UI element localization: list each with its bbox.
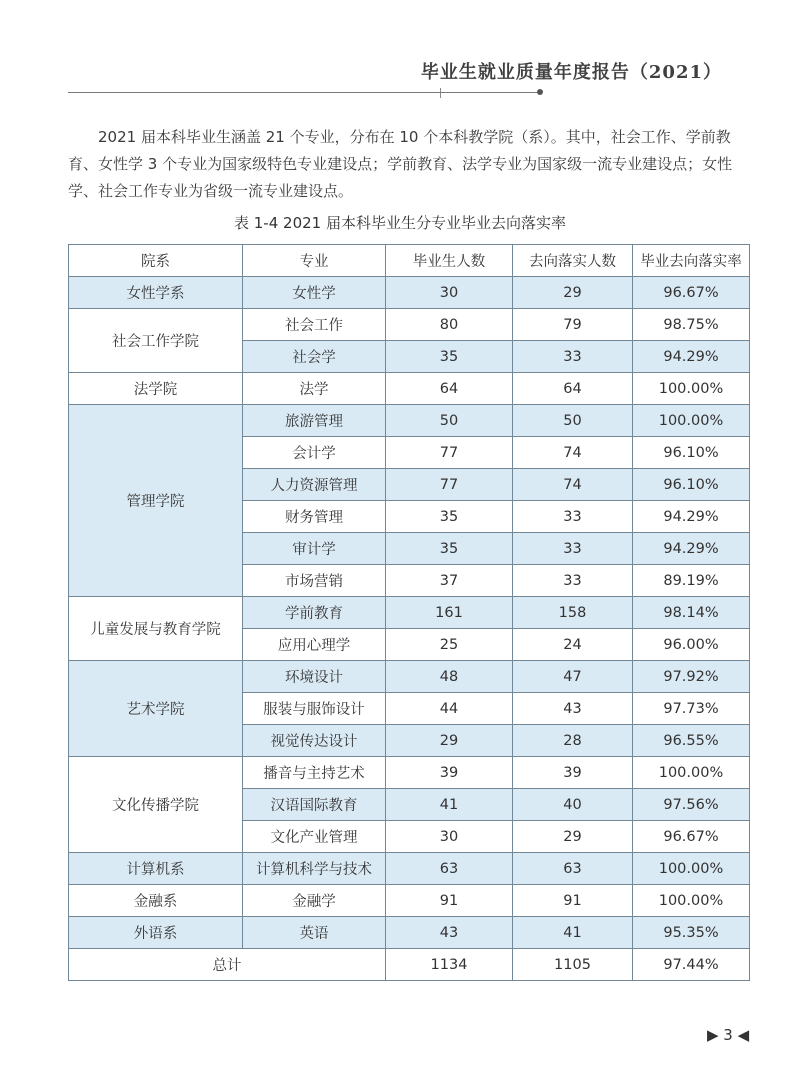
rate-cell: 96.55% xyxy=(633,725,750,757)
rate-cell: 100.00% xyxy=(633,853,750,885)
table-row xyxy=(69,597,750,629)
placed-cell: 29 xyxy=(513,821,633,853)
college-cell: 社会工作学院 xyxy=(69,309,243,373)
college-cell: 艺术学院 xyxy=(69,661,243,757)
placed-cell: 41 xyxy=(513,917,633,949)
placed-cell: 29 xyxy=(513,277,633,309)
total-placed: 1105 xyxy=(513,949,633,981)
major-cell: 环境设计 xyxy=(243,661,386,693)
major-cell: 文化产业管理 xyxy=(243,821,386,853)
graduates-cell: 29 xyxy=(386,725,513,757)
major-cell: 财务管理 xyxy=(243,501,386,533)
graduates-cell: 77 xyxy=(386,437,513,469)
rate-cell: 97.92% xyxy=(633,661,750,693)
college-cell: 儿童发展与教育学院 xyxy=(69,597,243,661)
college-cell: 女性学系 xyxy=(69,277,243,309)
graduates-cell: 35 xyxy=(386,501,513,533)
placed-cell: 79 xyxy=(513,309,633,341)
major-cell: 社会学 xyxy=(243,341,386,373)
graduates-cell: 30 xyxy=(386,277,513,309)
rate-cell: 100.00% xyxy=(633,757,750,789)
page-number: ▶ 3 ◀ xyxy=(707,1026,750,1044)
major-cell: 英语 xyxy=(243,917,386,949)
rate-cell: 98.75% xyxy=(633,309,750,341)
rate-cell: 100.00% xyxy=(633,373,750,405)
graduates-cell: 30 xyxy=(386,821,513,853)
header-pipe xyxy=(440,88,441,98)
graduates-cell: 44 xyxy=(386,693,513,725)
college-cell: 金融系 xyxy=(69,885,243,917)
table-header-row xyxy=(69,245,750,277)
table-row xyxy=(69,661,750,693)
placed-cell: 28 xyxy=(513,725,633,757)
placed-cell: 40 xyxy=(513,789,633,821)
major-cell: 播音与主持艺术 xyxy=(243,757,386,789)
table-row xyxy=(69,853,750,885)
placed-cell: 74 xyxy=(513,469,633,501)
header-graduates: 毕业生人数 xyxy=(386,245,513,277)
major-cell: 学前教育 xyxy=(243,597,386,629)
graduates-cell: 35 xyxy=(386,533,513,565)
major-cell: 人力资源管理 xyxy=(243,469,386,501)
graduates-cell: 25 xyxy=(386,629,513,661)
placement-rate-table xyxy=(68,244,750,981)
placed-cell: 33 xyxy=(513,565,633,597)
major-cell: 应用心理学 xyxy=(243,629,386,661)
graduates-cell: 161 xyxy=(386,597,513,629)
major-cell: 女性学 xyxy=(243,277,386,309)
major-cell: 视觉传达设计 xyxy=(243,725,386,757)
rate-cell: 95.35% xyxy=(633,917,750,949)
major-cell: 审计学 xyxy=(243,533,386,565)
placed-cell: 24 xyxy=(513,629,633,661)
table-caption: 表 1-4 2021 届本科毕业生分专业毕业去向落实率 xyxy=(234,214,566,232)
rate-cell: 97.56% xyxy=(633,789,750,821)
placed-cell: 74 xyxy=(513,437,633,469)
major-cell: 市场营销 xyxy=(243,565,386,597)
placed-cell: 158 xyxy=(513,597,633,629)
graduates-cell: 35 xyxy=(386,341,513,373)
table-row xyxy=(69,277,750,309)
placed-cell: 47 xyxy=(513,661,633,693)
header-major: 专业 xyxy=(243,245,386,277)
graduates-cell: 37 xyxy=(386,565,513,597)
rate-cell: 94.29% xyxy=(633,533,750,565)
major-cell: 法学 xyxy=(243,373,386,405)
rate-cell: 96.10% xyxy=(633,469,750,501)
rate-cell: 96.67% xyxy=(633,821,750,853)
graduates-cell: 63 xyxy=(386,853,513,885)
graduates-cell: 48 xyxy=(386,661,513,693)
intro-paragraph: 2021 届本科毕业生涵盖 21 个专业，分布在 10 个本科教学院（系）。其中，社会工作、学前教育、女性学 3 个专业为国家级特色专业建设点；学前教育、法学专业为国家级一流专业建设点；女性学、社会工作专业为省级一流专业建设点。 xyxy=(68,128,733,200)
placed-cell: 63 xyxy=(513,853,633,885)
major-cell: 会计学 xyxy=(243,437,386,469)
table-row xyxy=(69,405,750,437)
rate-cell: 98.14% xyxy=(633,597,750,629)
rate-cell: 96.00% xyxy=(633,629,750,661)
graduates-cell: 77 xyxy=(386,469,513,501)
placed-cell: 91 xyxy=(513,885,633,917)
rate-cell: 94.29% xyxy=(633,341,750,373)
graduates-cell: 80 xyxy=(386,309,513,341)
graduates-cell: 43 xyxy=(386,917,513,949)
placed-cell: 33 xyxy=(513,341,633,373)
header-rate: 毕业去向落实率 xyxy=(633,245,750,277)
graduates-cell: 91 xyxy=(386,885,513,917)
college-cell: 管理学院 xyxy=(69,405,243,597)
total-label: 总计 xyxy=(69,949,386,981)
graduates-cell: 41 xyxy=(386,789,513,821)
graduates-cell: 64 xyxy=(386,373,513,405)
placed-cell: 43 xyxy=(513,693,633,725)
rate-cell: 96.67% xyxy=(633,277,750,309)
placed-cell: 50 xyxy=(513,405,633,437)
table-row xyxy=(69,917,750,949)
graduates-cell: 50 xyxy=(386,405,513,437)
header-rule xyxy=(68,92,540,93)
rate-cell: 97.73% xyxy=(633,693,750,725)
college-cell: 外语系 xyxy=(69,917,243,949)
major-cell: 服装与服饰设计 xyxy=(243,693,386,725)
placed-cell: 39 xyxy=(513,757,633,789)
graduates-cell: 39 xyxy=(386,757,513,789)
total-row xyxy=(69,949,750,981)
rate-cell: 100.00% xyxy=(633,405,750,437)
placed-cell: 33 xyxy=(513,533,633,565)
rate-cell: 89.19% xyxy=(633,565,750,597)
total-graduates: 1134 xyxy=(386,949,513,981)
college-cell: 文化传播学院 xyxy=(69,757,243,853)
placed-cell: 64 xyxy=(513,373,633,405)
header-rule-dot xyxy=(537,89,543,95)
college-cell: 计算机系 xyxy=(69,853,243,885)
major-cell: 社会工作 xyxy=(243,309,386,341)
major-cell: 汉语国际教育 xyxy=(243,789,386,821)
table-row xyxy=(69,885,750,917)
table-row xyxy=(69,373,750,405)
rate-cell: 100.00% xyxy=(633,885,750,917)
header-placed: 去向落实人数 xyxy=(513,245,633,277)
major-cell: 旅游管理 xyxy=(243,405,386,437)
rate-cell: 96.10% xyxy=(633,437,750,469)
rate-cell: 94.29% xyxy=(633,501,750,533)
table-row xyxy=(69,309,750,341)
table-row xyxy=(69,757,750,789)
placed-cell: 33 xyxy=(513,501,633,533)
college-cell: 法学院 xyxy=(69,373,243,405)
header-title: 毕业生就业质量年度报告（2021） xyxy=(420,62,722,83)
header-college: 院系 xyxy=(69,245,243,277)
major-cell: 计算机科学与技术 xyxy=(243,853,386,885)
total-rate: 97.44% xyxy=(633,949,750,981)
major-cell: 金融学 xyxy=(243,885,386,917)
